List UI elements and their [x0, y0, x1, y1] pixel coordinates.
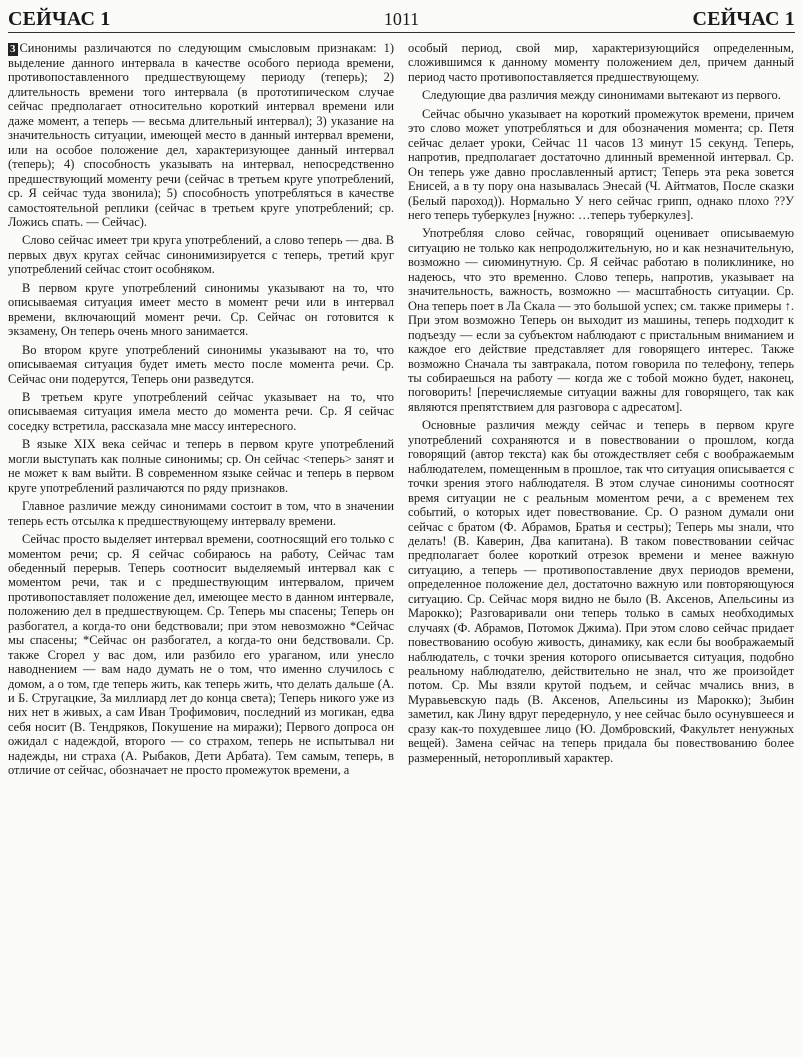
running-head-right: СЕЙЧАС 1 [692, 7, 795, 30]
paragraph: Слово сейчас имеет три круга употреблений, а слово теперь — два. В первых двух кругах сейчас синонимизируется с теперь, третий круг употреблений сейчас стоит особняком. [8, 233, 394, 277]
paragraph: Употребляя слово сейчас, говорящий оценивает описываемую ситуацию не только как непродолжительную, но и как незначительную, возможно — сиюминутную. Ср. Я сейчас работаю в поликлинике, но надеюсь, что это временно. Слово теперь, напротив, указывает на значительность, важность, возможно — масштабность ситуации. Ср. Она теперь поет в Ла Скала — это большой успех; см. также примеры ↑. При этом возможно Теперь он выходит из машины, теперь подходит к подъезду — если за субъектом наблюдают с пристальным вниманием и каждое его действие представляет для говорящего интерес. Также возможно Сначала ты завтракала, потом говорила по телефону, теперь ты собираешься на работу — когда же с тобой можно будет, наконец, поговорить! [перечисляемые ситуации важны для говорящего, так как являются препятствием для разговора с адресатом]. [408, 226, 794, 414]
page-number: 1011 [383, 8, 420, 29]
paragraph: Во втором круге употреблений синонимы указывают на то, что описываемая ситуация будет иметь место после момента речи. Ср. Сейчас они подерутся, Теперь они разведутся. [8, 342, 394, 386]
running-head-left: СЕЙЧАС 1 [8, 7, 111, 30]
paragraph: Следующие два различия между синонимами вытекают из первого. [422, 88, 781, 103]
paragraph-text: Синонимы различаются по следующим смысловым признакам: 1) выделение данного интервала в качестве особого периода времени, противопоставленного предшествующему периоду (теперь); 2) длительность времени того интервала (в прототипическом случае сейчас предполагает относительно короткий интервал времени или даже момент, а теперь — весьма длительный интервал); 3) указание на значительность ситуации, имеющей место в данный интервал времени, или на особое положение дел, характеризующее данный интервал (теперь); 4) способность указывать на интервал, непосредственно предшествующий моменту речи (сейчас в третьем круге употреблений, ср. Я сейчас туда звонила); 5) способность употребляться в качестве самостоятельной реплики (сейчас в третьем круге употреблений; ср. Ложись спать. — Сейчас). [8, 41, 394, 229]
paragraph: Сейчас обычно указывает на короткий промежуток времени, причем это слово может употребляться и для обозначения момента; ср. Петя сейчас делает уроки, Сейчас 11 часов 13 минут 15 секунд. Теперь, напротив, предполагает достаточно длинный временной интервал. Ср. Он теперь уже давно прославленный артист; Теперь эта река зовется Енисей, а в ту пору она называлась Энесай (Ч. Айтматов, После сказки (Белый пароход)). Нормально У него сейчас грипп, однако плохо ??У него теперь туберкулез [нужно: …теперь туберкулез]. [408, 106, 794, 222]
paragraph: особый период, свой мир, характеризующийся определенным, сложившимся к данному моменту положением дел, причем данный период часто противопоставляется предшествующему. [408, 41, 794, 84]
paragraph: В первом круге употреблений синонимы указывают на то, что описываемая ситуация имеет место в момент речи или в интервал времени, включающий момент речи. Ср. Сейчас он готовится к экзамену, Он теперь очень много занимается. [8, 280, 394, 339]
paragraph: Сейчас просто выделяет интервал времени, соотносящий его только с моментом речи; ср. Я сейчас собираюсь на работу, Сейчас там обеденный перерыв. Теперь соотносит выделяемый интервал как с моментом речи, так и с предшествующим интервалом, причем противопоставляет положение дел, имеющее место в данном интервале, положению дел в предшествующем. Ср. Теперь мы спасены; Теперь он разбогател, а когда-то они бедствовали; при этом невозможно *Сейчас мы спасены; *Сейчас он разбогател, а когда-то они бедствовали. Ср. также Сгорел у вас дом, или разбило его ураганом, или унесло наводнением — вам надо думать не о том, что именно случилось с домом, а о том, где теперь жить, как теперь жить, что делать дальше (А. и Б. Стругацкие, За миллиард лет до конца света); Теперь никого уже из них нет в живых, а сам Иван Трофимович, последний из могикан, едва себя носит (В. Тендряков, Покушение на миражи); Первого допроса он ожидал с надеждой, второго — со страхом, теперь не испытывал ни надежды, ни страха (А. Рыбаков, Дети Арбата). Тем самым, теперь, в отличие от сейчас, обозначает не просто промежуток времени, а [8, 532, 394, 778]
section-marker: 3 [10, 43, 16, 55]
paragraph [8, 41, 394, 229]
paragraph: Главное различие между синонимами состоит в том, что в значении теперь есть отсылка к предшествующему интервалу времени. [8, 499, 394, 528]
paragraph: В языке XIX века сейчас и теперь в первом круге употреблений могли выступать как полные синонимы; ср. Он сейчас <теперь> занят и не может к вам выйти. В современном языке сейчас и теперь в первом круге употреблений различаются по ряду признаков. [8, 437, 394, 495]
right-column [408, 41, 794, 1053]
page-header [8, 6, 795, 33]
text-columns [8, 41, 795, 1053]
paragraph: Основные различия между сейчас и теперь в первом круге употреблений сохраняются и в повествовании о прошлом, когда говорящий (автор текста) как бы отождествляет себя с воображаемым наблюдателем, помещенным в прошлое, так что ситуация описывается с точки зрения этого наблюдателя. В этом случае синонимы соотносят время ситуации не с реальным моментом речи, а с временем тех событий, о которых идет повествование. Ср. О разном думали они сейчас с братом (Ф. Абрамов, Братья и сестры); Теперь мы знали, что делать! (В. Каверин, Два капитана). В таком повествовании сейчас предполагает более короткий отрезок времени и менее важную ситуацию, а теперь — противопоставление двух периодов времени, определенное положение дел, достаточно важную или повторяющуюся ситуацию. Ср. Сейчас моря видно не было (В. Аксенов, Апельсины из Марокко); Разговаривали они теперь только в самых необходимых случаях (Ф. Абрамов, Потомок Джима). При этом слово сейчас придает повествованию особую живость, динамику, как если бы воображаемый наблюдатель, с точки зрения которого описывается ситуация, подобно реальному наблюдателю, действительно не знал, что же произойдет потом. Ср. Мы взяли крутой подъем, и сейчас мчались вниз, в Муравьевскую падь (В. Аксенов, Апельсины из Марокко); Зыбин заметил, как Лину вдруг передернуло, у нее сейчас было осунувшееся и сразу как-то похудевшее лицо (Ю. Домбровский, Факультет ненужных вещей). Замена сейчас на теперь придала бы повествованию более размеренный, неторопливый характер. [408, 418, 794, 765]
paragraph: В третьем круге употреблений сейчас указывает на то, что описываемая ситуация имела место до момента речи. Ср. Я сейчас соседку встретила, рассказала мне массу интересного. [8, 389, 394, 433]
left-column [8, 41, 394, 1053]
